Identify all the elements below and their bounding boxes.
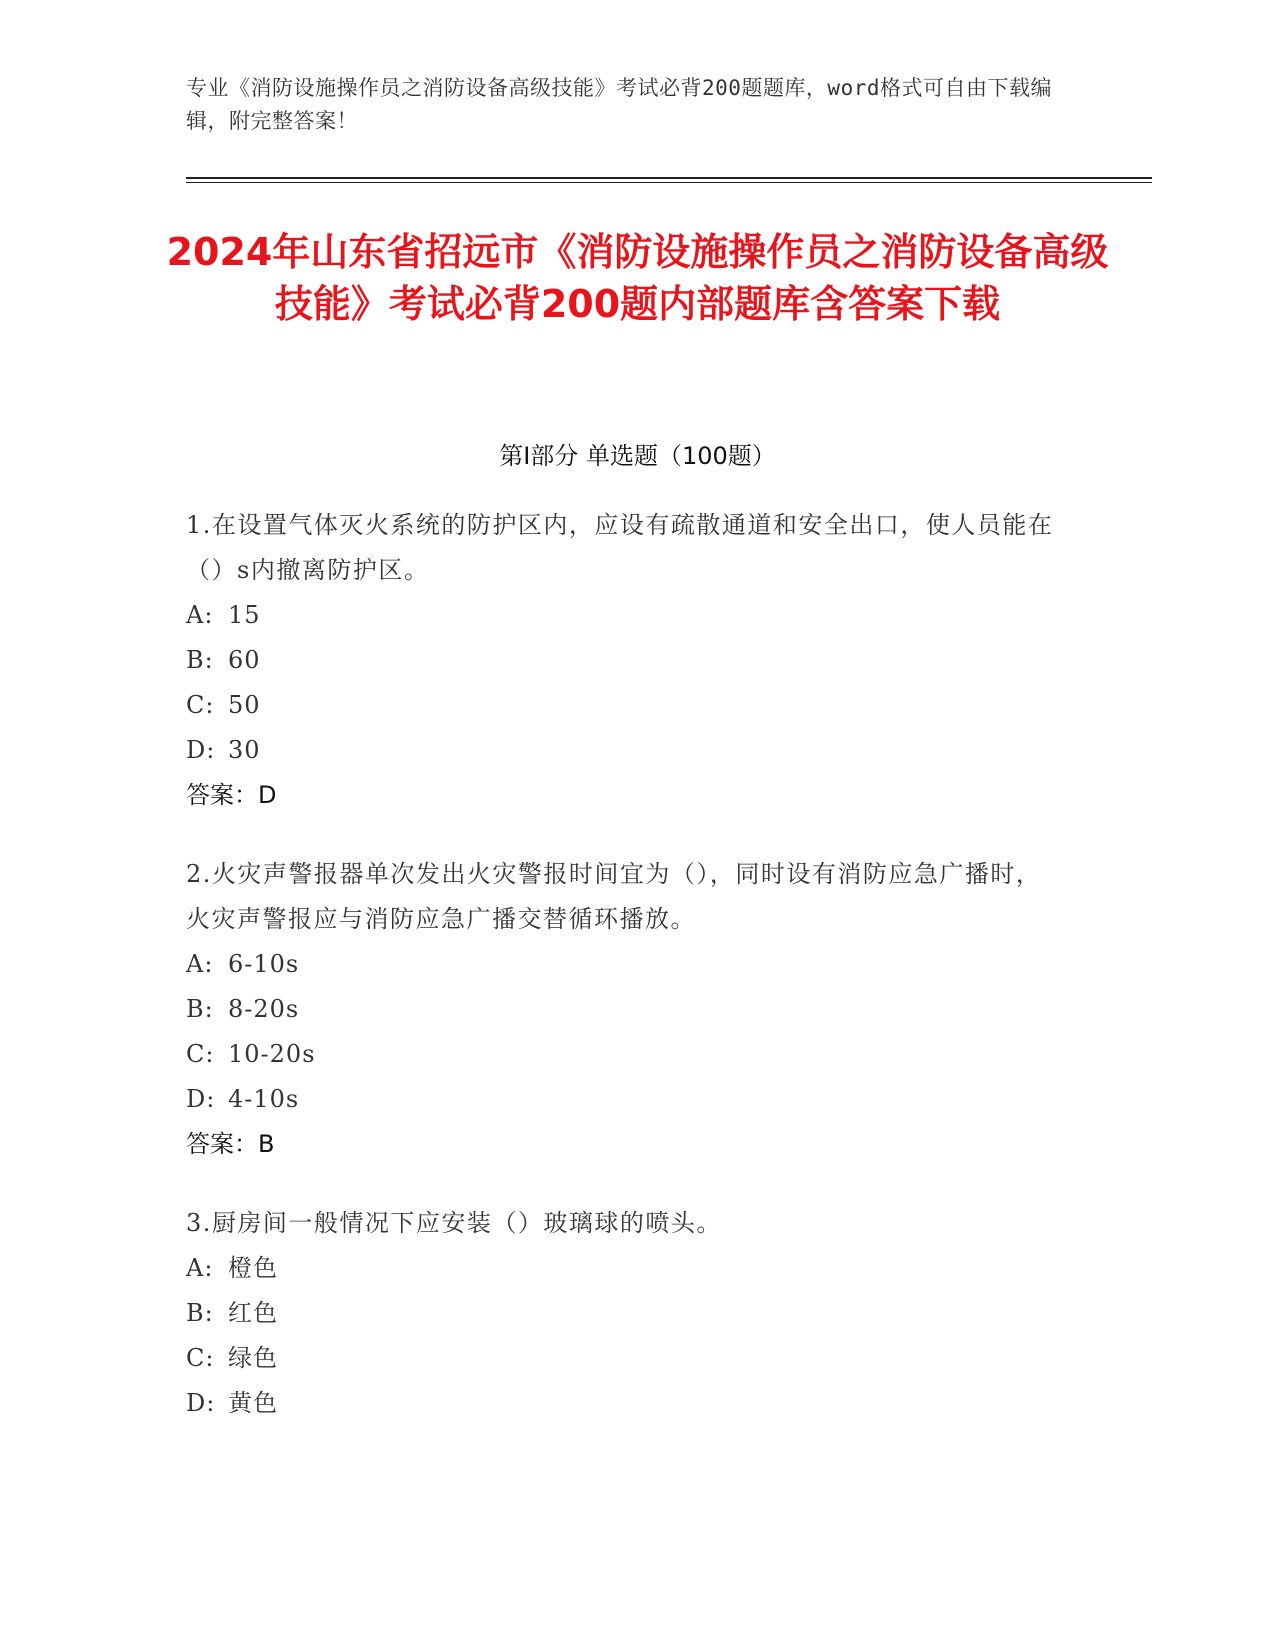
option-d: [186, 728, 1066, 773]
option-key: C:: [186, 691, 215, 719]
section-heading: 第Ⅰ部分 单选题（100题）: [499, 442, 776, 470]
option-text: 10-20s: [228, 1040, 316, 1068]
option-text: 60: [228, 646, 261, 674]
header-divider-thick: [186, 177, 1152, 179]
option-c: [186, 683, 1066, 728]
option-key: D:: [186, 1389, 216, 1417]
option-key: A:: [186, 601, 214, 629]
option-a: [186, 942, 1066, 987]
question-3: [186, 1201, 1066, 1426]
option-key: B:: [186, 995, 214, 1023]
option-c: [186, 1032, 1066, 1077]
option-d: [186, 1077, 1066, 1122]
option-key: B:: [186, 646, 214, 674]
header-divider-thin: [186, 182, 1152, 183]
question-stem: 3.厨房间一般情况下应安装（）玻璃球的喷头。: [186, 1209, 722, 1237]
option-text: 橙色: [228, 1254, 278, 1282]
question-stem: 2.火灾声警报器单次发出火灾警报时间宜为（），同时设有消防应急广播时，火灾声警报应与消防应急广播交替循环播放。: [186, 860, 1042, 933]
option-b: [186, 638, 1066, 683]
question-stem: 1.在设置气体灭火系统的防护区内，应设有疏散通道和安全出口，使人员能在（）s内撤离防护区。: [186, 511, 1054, 584]
option-key: C:: [186, 1040, 215, 1068]
option-key: D:: [186, 1085, 216, 1113]
option-text: 红色: [228, 1299, 278, 1327]
answer: 答案：B: [186, 1130, 275, 1158]
option-text: 绿色: [228, 1344, 278, 1372]
option-b: [186, 1291, 1066, 1336]
option-c: [186, 1336, 1066, 1381]
question-1: [186, 503, 1066, 818]
option-key: A:: [186, 950, 214, 978]
option-key: D:: [186, 736, 216, 764]
option-b: [186, 987, 1066, 1032]
option-text: 黄色: [228, 1389, 278, 1417]
question-2: [186, 852, 1066, 1167]
option-text: 30: [228, 736, 261, 764]
answer: 答案：D: [186, 781, 277, 809]
option-text: 50: [228, 691, 261, 719]
option-text: 4-10s: [228, 1085, 300, 1113]
option-text: 8-20s: [228, 995, 300, 1023]
option-key: C:: [186, 1344, 215, 1372]
option-a: [186, 1246, 1066, 1291]
option-key: B:: [186, 1299, 214, 1327]
option-a: [186, 593, 1066, 638]
document-title: 2024年山东省招远市《消防设施操作员之消防设备高级技能》考试必背200题内部题库含答案下载: [166, 230, 1109, 326]
option-text: 15: [228, 601, 261, 629]
option-d: [186, 1381, 1066, 1426]
header-note: 专业《消防设施操作员之消防设备高级技能》考试必背200题题库，word格式可自由下载编辑，附完整答案！: [186, 76, 1052, 133]
option-key: A:: [186, 1254, 214, 1282]
option-text: 6-10s: [228, 950, 300, 978]
